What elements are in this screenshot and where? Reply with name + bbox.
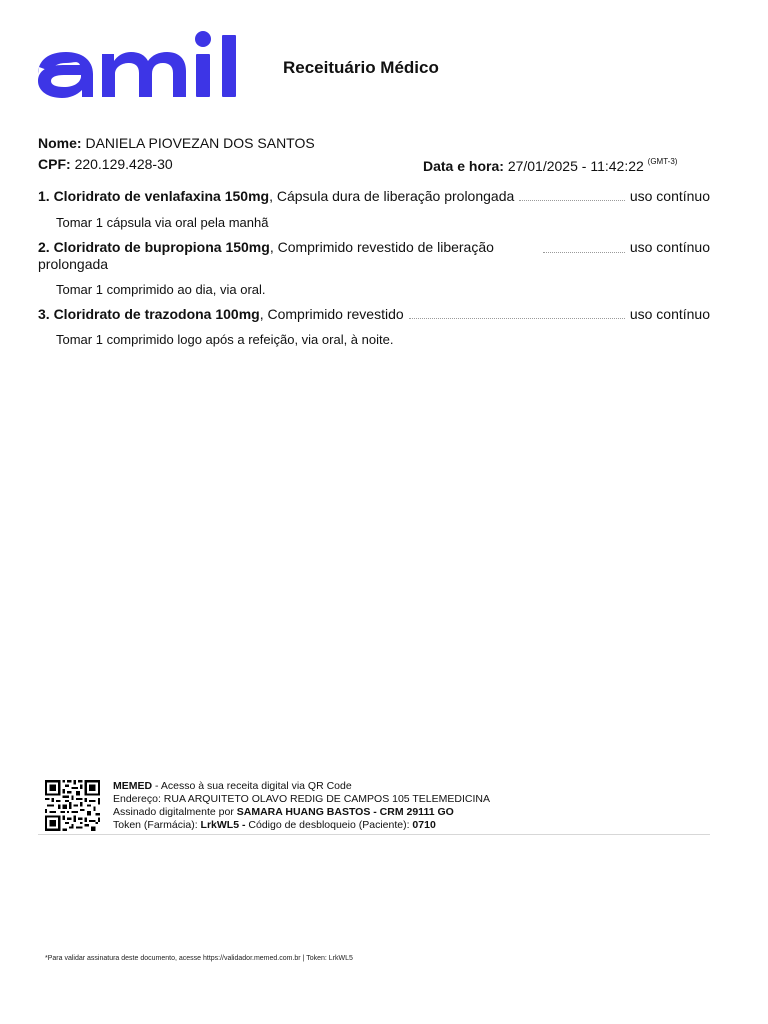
usage-type: uso contínuo: [629, 306, 710, 322]
medication-form: , Cápsula dura de liberação prolongada: [269, 188, 515, 204]
medication: [38, 239, 538, 273]
medication: [38, 306, 404, 323]
memed-brand: MEMED: [113, 780, 153, 792]
dotted-leader: [519, 200, 625, 201]
memed-token-line: [113, 819, 490, 832]
memed-access-line: [113, 780, 490, 793]
memed-signed-line: [113, 806, 490, 819]
memed-address: RUA ARQUITETO OLAVO REDIG DE CAMPOS 105 TELEMEDICINA: [163, 793, 490, 805]
memed-unlock-label: Código de desbloqueio (Paciente):: [248, 819, 413, 831]
usage-type: uso contínuo: [629, 239, 710, 255]
memed-info: [113, 780, 490, 832]
medication-name: 1. Cloridrato de venlafaxina 150mg: [38, 188, 270, 204]
footer-validation-note: *Para validar assinatura deste documento, acesse https://validador.memed.com.br | Token: LrkWL5: [45, 955, 353, 962]
qr-code[interactable]: [45, 780, 100, 831]
patient-name: [38, 135, 315, 151]
dotted-leader: [409, 318, 625, 319]
patient-name-value: DANIELA PIOVEZAN DOS SANTOS: [85, 135, 315, 151]
memed-address-label: Endereço:: [113, 793, 164, 805]
medication: [38, 188, 514, 205]
datetime-value: 27/01/2025 - 11:42:22: [507, 158, 644, 174]
medication-form: , Comprimido revestido: [259, 306, 404, 322]
datetime-label: Data e hora:: [423, 158, 504, 174]
patient-cpf-value: 220.129.428-30: [74, 156, 173, 172]
medication-instructions: Tomar 1 cápsula via oral pela manhã: [56, 215, 269, 230]
document-title: Receituário Médico: [283, 58, 439, 77]
medication-instructions: Tomar 1 comprimido logo após a refeição, via oral, à noite.: [56, 332, 394, 347]
dotted-leader: [543, 252, 625, 253]
memed-signed-by: SAMARA HUANG BASTOS - CRM 29111 GO: [236, 806, 454, 818]
divider: [38, 834, 710, 835]
medication-name: 2. Cloridrato de bupropiona 150mg: [38, 239, 270, 255]
patient-cpf: [38, 156, 173, 172]
memed-access-text: - Acesso à sua receita digital via QR Code: [152, 780, 352, 792]
prescription-item: [38, 188, 710, 205]
memed-address-line: [113, 793, 490, 806]
memed-token-label: Token (Farmácia):: [113, 819, 201, 831]
patient-name-label: Nome:: [38, 135, 82, 151]
medication-name: 3. Cloridrato de trazodona 100mg: [38, 306, 260, 322]
prescription-item: [38, 239, 710, 273]
memed-signed-label: Assinado digitalmente por: [113, 806, 237, 818]
usage-type: uso contínuo: [629, 188, 710, 204]
memed-unlock-separator: -: [239, 819, 249, 831]
patient-cpf-label: CPF:: [38, 156, 71, 172]
medication-instructions: Tomar 1 comprimido ao dia, via oral.: [56, 282, 266, 297]
memed-token: LrkWL5: [200, 819, 240, 831]
medication-form: , Comprimido revestido de liberação prolongada: [38, 239, 494, 272]
amil-logo: [36, 30, 258, 102]
memed-unlock-code: 0710: [412, 819, 436, 831]
prescription-item: [38, 306, 710, 323]
timezone: (GMT-3): [647, 157, 678, 166]
prescription-datetime: [423, 157, 677, 174]
